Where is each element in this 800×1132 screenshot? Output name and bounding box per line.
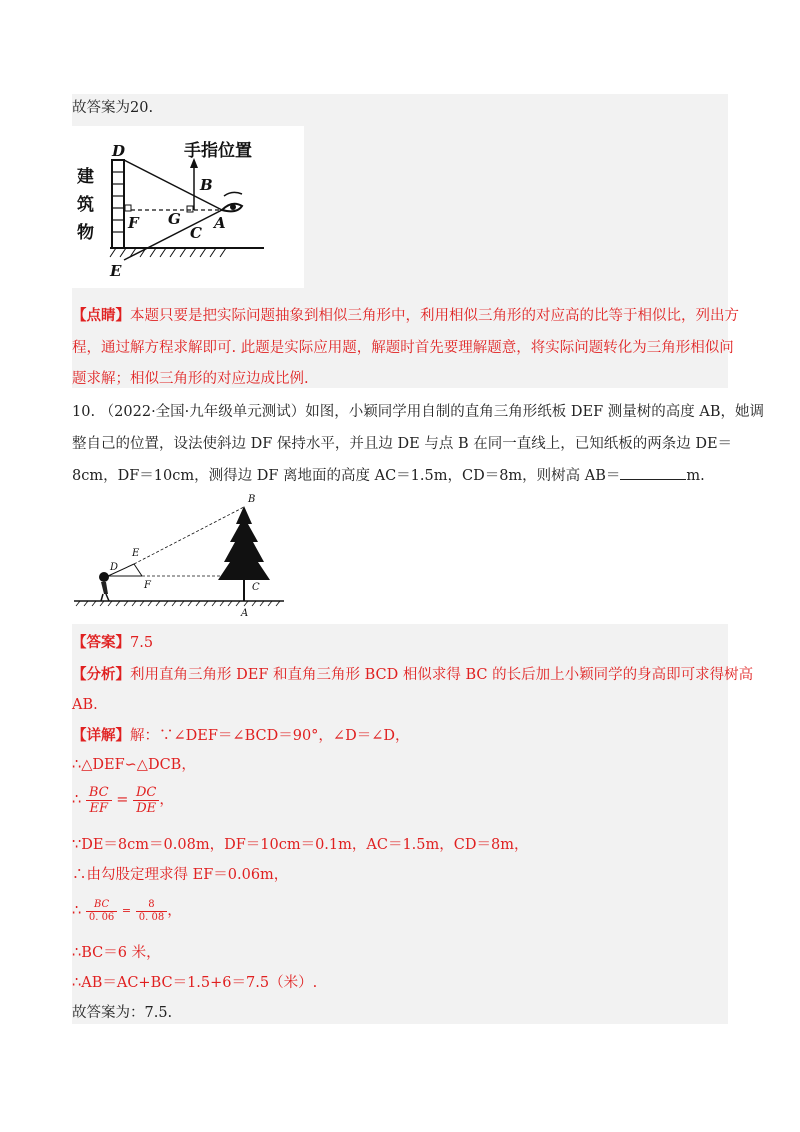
dianjing-line-1 xyxy=(72,305,739,327)
question-line-2: 整自己的位置，设法使斜边 DF 保持水平，并且边 DE 与点 B 在同一直线上，已知纸板的两条边 DE＝ xyxy=(72,436,733,452)
label-b: B xyxy=(200,176,213,194)
tree-label-e: E xyxy=(132,548,140,559)
label-c: C xyxy=(190,224,202,242)
top-answer-line: 故答案为20. xyxy=(72,100,154,116)
detail-fraction-line-2 xyxy=(72,894,728,928)
analysis-line-2: AB. xyxy=(72,697,98,713)
tree-label-b: B xyxy=(248,494,256,505)
question-source: （2022·全国·九年级单元测试） xyxy=(99,404,306,420)
label-f: F xyxy=(128,214,139,232)
detail-text-1: 解：∵∠DEF＝∠BCD＝90°，∠D＝∠D， xyxy=(130,728,410,744)
answer-value: 7.5 xyxy=(130,635,154,651)
label-g: G xyxy=(168,210,181,228)
equals-sign-2: = xyxy=(121,904,132,917)
fraction-bc-006: $\frac{BC}{0. 06}$ xyxy=(86,899,117,924)
figure-tree-measure xyxy=(72,490,287,620)
fraction-tail-2: ， xyxy=(167,903,182,919)
building-char-3: 物 xyxy=(77,223,94,243)
detail-line-2: ∴△DEF∽△DCB， xyxy=(72,757,196,773)
therefore-symbol-2: ∴ xyxy=(72,903,82,919)
detail-line-7: ∴BC＝6 米， xyxy=(72,945,161,961)
equals-sign-1: = xyxy=(116,792,129,808)
question-number: 10. xyxy=(72,404,96,420)
figure-building-triangle xyxy=(72,126,304,288)
tree-label-c: C xyxy=(252,582,260,593)
detail-line-1 xyxy=(72,725,728,747)
detail-line-5: ∴由勾股定理求得 EF＝0.06m， xyxy=(72,867,289,883)
dianjing-line-3: 题求解；相似三角形的对应边成比例. xyxy=(72,371,309,387)
analysis-text-1: 利用直角三角形 DEF 和直角三角形 BCD 相似求得 BC 的长后加上小颖同学的身高即可求得树高 xyxy=(130,667,754,683)
building-char-1: 建 xyxy=(77,167,94,187)
finger-position-title: 手指位置 xyxy=(184,141,252,161)
label-d: D xyxy=(112,142,126,160)
detail-line-8: ∴AB＝AC+BC＝1.5+6＝7.5（米）. xyxy=(72,975,318,991)
analysis-line-1 xyxy=(72,664,754,686)
question-text-3: 8cm，DF＝10cm，测得边 DF 离地面的高度 AC＝1.5m，CD＝8m，则树高 AB＝ xyxy=(72,468,621,484)
answer-line xyxy=(72,632,728,654)
answer-blank xyxy=(620,464,686,480)
fraction-8-008: $\frac{8}{0. 08}$ xyxy=(136,899,167,924)
question-line-3 xyxy=(72,464,728,487)
question-text-1: 如图，小颖同学用自制的直角三角形纸板 DEF 测量树的高度 AB，她调 xyxy=(305,404,765,420)
dianjing-text-1: 本题只要是把实际问题抽象到相似三角形中，利用相似三角形的对应高的比等于相似比，列出方 xyxy=(130,308,739,324)
fraction-dc-de: $\frac{DC}{DE}$ xyxy=(133,785,159,816)
detail-fraction-line-1 xyxy=(72,782,728,818)
detail-tag: 【详解】 xyxy=(72,727,130,744)
label-e: E xyxy=(110,262,122,280)
tree-label-f: F xyxy=(144,580,151,591)
dianjing-line-2: 程，通过解方程求解即可. 此题是实际应用题，解题时首先要理解题意，将实际问题转化为三角形相似问 xyxy=(72,340,734,356)
fraction-tail-1: ， xyxy=(159,792,174,808)
tree-label-a: A xyxy=(241,608,249,619)
tree-label-d: D xyxy=(110,562,119,573)
fraction-bc-ef: $\frac{BC}{EF}$ xyxy=(86,785,112,816)
therefore-symbol-1: ∴ xyxy=(72,792,82,808)
detail-line-4: ∵DE＝8cm＝0.08m，DF＝10cm＝0.1m，AC＝1.5m，CD＝8m， xyxy=(72,837,529,853)
question-unit: m. xyxy=(686,468,705,484)
dianjing-tag: 【点睛】 xyxy=(72,307,130,324)
question-line-1 xyxy=(72,401,765,423)
answer-tag: 【答案】 xyxy=(72,634,130,651)
analysis-tag: 【分析】 xyxy=(72,666,130,683)
final-answer-line: 故答案为：7.5. xyxy=(72,1005,173,1021)
label-a: A xyxy=(214,214,226,232)
building-char-2: 筑 xyxy=(77,195,94,215)
